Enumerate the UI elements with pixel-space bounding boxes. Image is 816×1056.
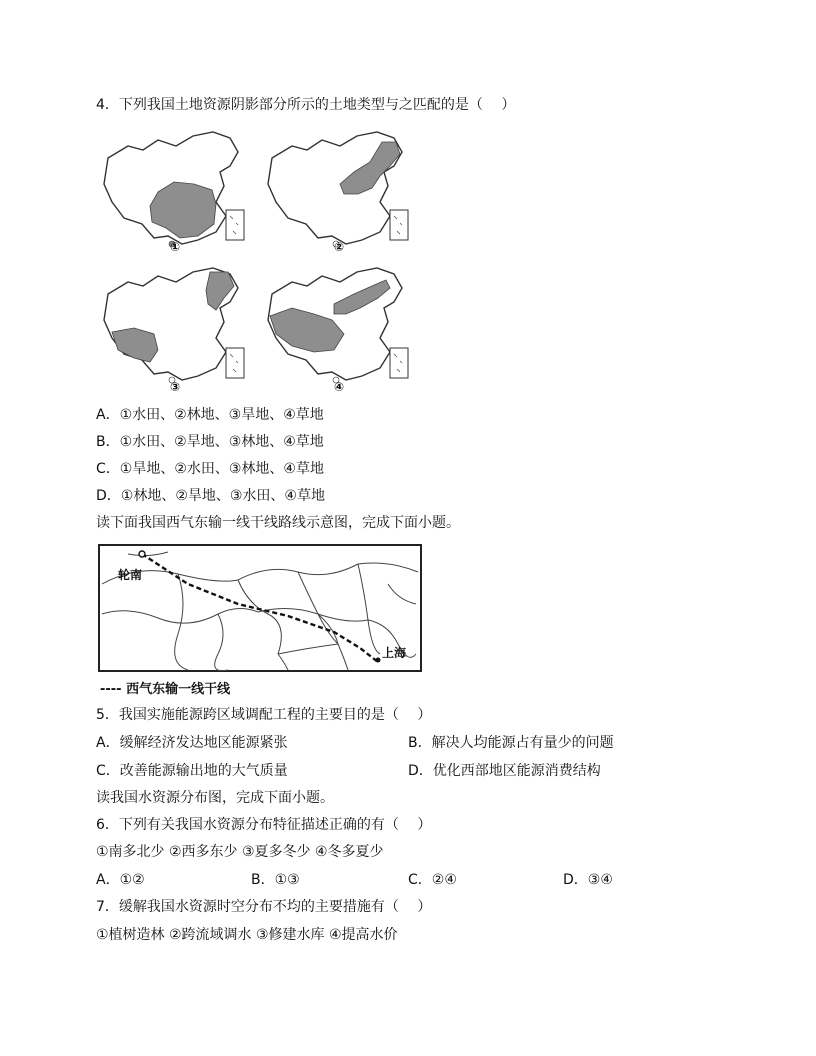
map-1-label: ① bbox=[170, 240, 181, 254]
q4-option-c: C．①旱地、②水田、③林地、④草地 bbox=[96, 461, 324, 477]
city-lunnan: 轮南 bbox=[118, 568, 143, 582]
q4-option-b: B．①水田、②旱地、③林地、④草地 bbox=[96, 434, 324, 450]
question-7-stem: 7．缓解我国水资源时空分布不均的主要措施有（ ） bbox=[96, 899, 432, 915]
china-map-2 bbox=[262, 128, 422, 258]
q6-option-a: A．①② bbox=[96, 872, 145, 888]
pipeline-legend bbox=[100, 678, 230, 697]
china-map-1 bbox=[98, 128, 258, 258]
question-4-stem: 4．下列我国土地资源阴影部分所示的土地类型与之匹配的是（ ） bbox=[96, 97, 516, 113]
question-5-stem: 5．我国实施能源跨区域调配工程的主要目的是（ ） bbox=[96, 707, 432, 723]
q6-option-c: C．②④ bbox=[408, 872, 457, 888]
legend-label: 西气东输一线干线 bbox=[126, 682, 231, 697]
q5-option-a: A．缓解经济发达地区能源紧张 bbox=[96, 735, 288, 751]
west-east-gas-pipeline-map bbox=[98, 544, 422, 672]
china-map-4 bbox=[262, 264, 422, 396]
map-3-label: ③ bbox=[170, 380, 181, 394]
question-6-stem: 6．下列有关我国水资源分布特征描述正确的有（ ） bbox=[96, 817, 432, 833]
china-map-3 bbox=[98, 264, 258, 396]
q5-option-b: B．解决人均能源占有量少的问题 bbox=[408, 735, 614, 751]
map-2-label: ② bbox=[334, 240, 345, 254]
q7-statements: ①植树造林 ②跨流域调水 ③修建水库 ④提高水价 bbox=[96, 927, 398, 943]
q4-option-d: D．①林地、②旱地、③水田、④草地 bbox=[96, 488, 325, 504]
pipeline-intro: 读下面我国西气东输一线干线路线示意图，完成下面小题。 bbox=[96, 515, 460, 531]
q6-option-b: B．①③ bbox=[251, 872, 300, 888]
legend-dash-icon: ---- bbox=[100, 682, 122, 697]
water-intro: 读我国水资源分布图，完成下面小题。 bbox=[96, 790, 334, 806]
map-4-label: ④ bbox=[334, 380, 345, 394]
q4-option-a: A．①水田、②林地、③旱地、④草地 bbox=[96, 407, 324, 423]
city-shanghai: 上海 bbox=[382, 646, 407, 660]
q5-option-d: D．优化西部地区能源消费结构 bbox=[408, 763, 601, 779]
q5-option-c: C．改善能源输出地的大气质量 bbox=[96, 763, 288, 779]
q6-option-d: D．③④ bbox=[563, 872, 613, 888]
q6-statements: ①南多北少 ②西多东少 ③夏多冬少 ④冬多夏少 bbox=[96, 844, 384, 860]
